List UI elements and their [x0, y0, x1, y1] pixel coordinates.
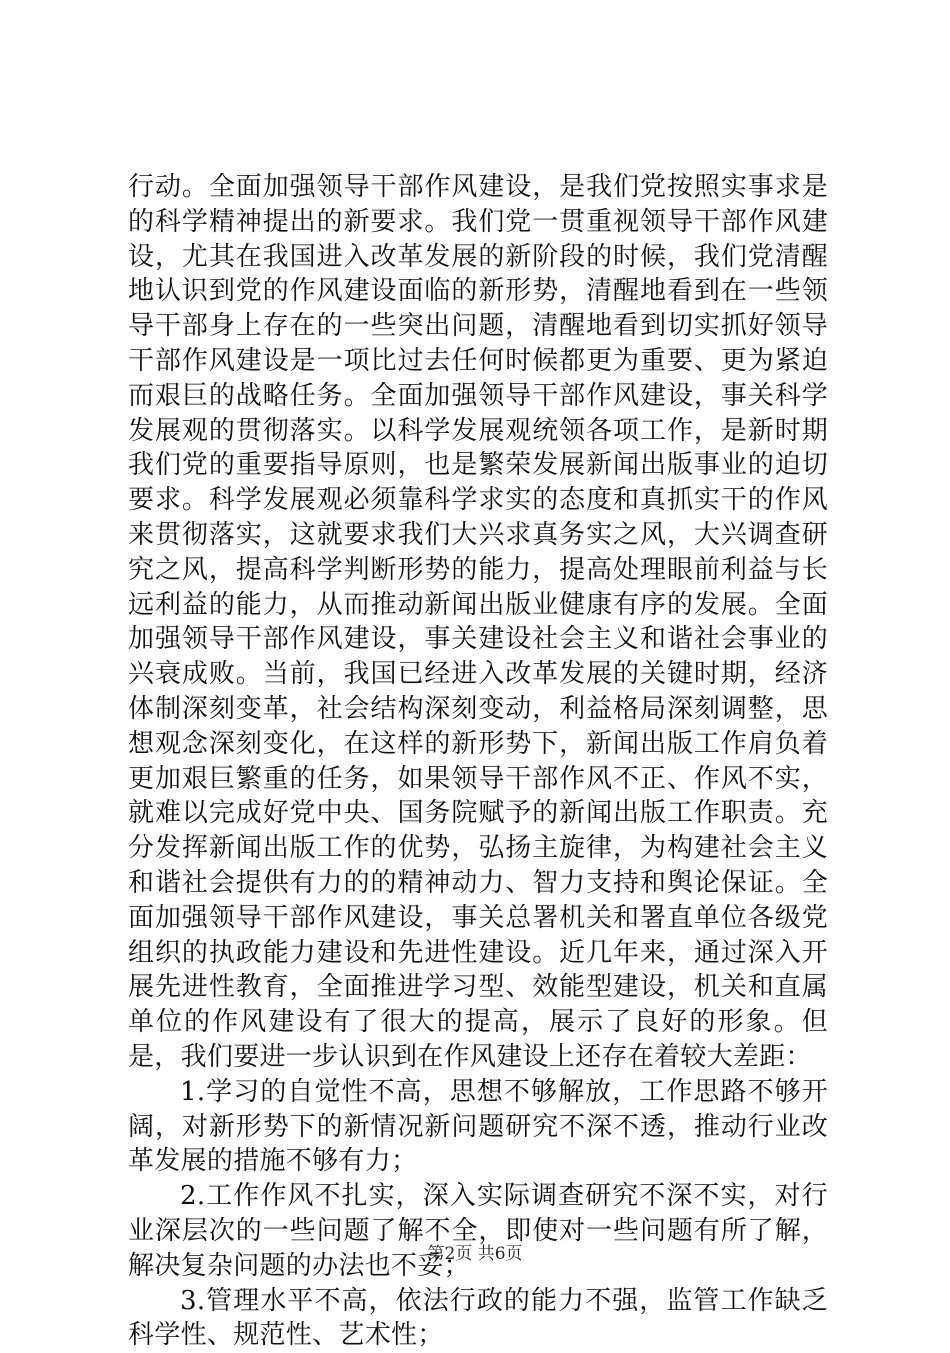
paragraph-item-1: 1.学习的自觉性不高，思想不够解放，工作思路不够开阔，对新形势下的新情况新问题研究不深不透，推动行业改革发展的措施不够有力；	[128, 1075, 828, 1179]
paragraph-item-3: 3.管理水平不高，依法行政的能力不强，监管工作缺乏科学性、规范性、艺术性；	[128, 1284, 828, 1353]
document-body	[128, 170, 828, 1353]
paragraph-item-2: 2.工作作风不扎实，深入实际调查研究不深不实，对行业深层次的一些问题了解不全，即使对一些问题有所了解，解决复杂问题的办法也不妥；	[128, 1179, 828, 1283]
paragraph-main: 行动。全面加强领导干部作风建设，是我们党按照实事求是的科学精神提出的新要求。我们党一贯重视领导干部作风建设，尤其在我国进入改革发展的新阶段的时候，我们党清醒地认识到党的作风建设面临的新形势，清醒地看到在一些领导干部身上存在的一些突出问题，清醒地看到切实抓好领导干部作风建设是一项比过去任何时候都更为重要、更为紧迫而艰巨的战略任务。全面加强领导干部作风建设，事关科学发展观的贯彻落实。以科学发展观统领各项工作，是新时期我们党的重要指导原则，也是繁荣发展新闻出版事业的迫切要求。科学发展观必须靠科学求实的态度和真抓实干的作风来贯彻落实，这就要求我们大兴求真务实之风，大兴调查研究之风，提高科学判断形势的能力，提高处理眼前利益与长远利益的能力，从而推动新闻出版业健康有序的发展。全面加强领导干部作风建设，事关建设社会主义和谐社会事业的兴衰成败。当前，我国已经进入改革发展的关键时期，经济体制深刻变革，社会结构深刻变动，利益格局深刻调整，思想观念深刻变化，在这样的新形势下，新闻出版工作肩负着更加艰巨繁重的任务，如果领导干部作风不正、作风不实，就难以完成好党中央、国务院赋予的新闻出版工作职责。充分发挥新闻出版工作的优势，弘扬主旋律，为构建社会主义和谐社会提供有力的的精神动力、智力支持和舆论保证。全面加强领导干部作风建设，事关总署机关和署直单位各级党组织的执政能力建设和先进性建设。近几年来，通过深入开展先进性教育，全面推进学习型、效能型建设，机关和直属单位的作风建设有了很大的提高，展示了良好的形象。但是，我们要进一步认识到在作风建设上还存在着较大差距：	[128, 170, 828, 1075]
page-number-footer: 第2页 共6页	[0, 1243, 950, 1265]
